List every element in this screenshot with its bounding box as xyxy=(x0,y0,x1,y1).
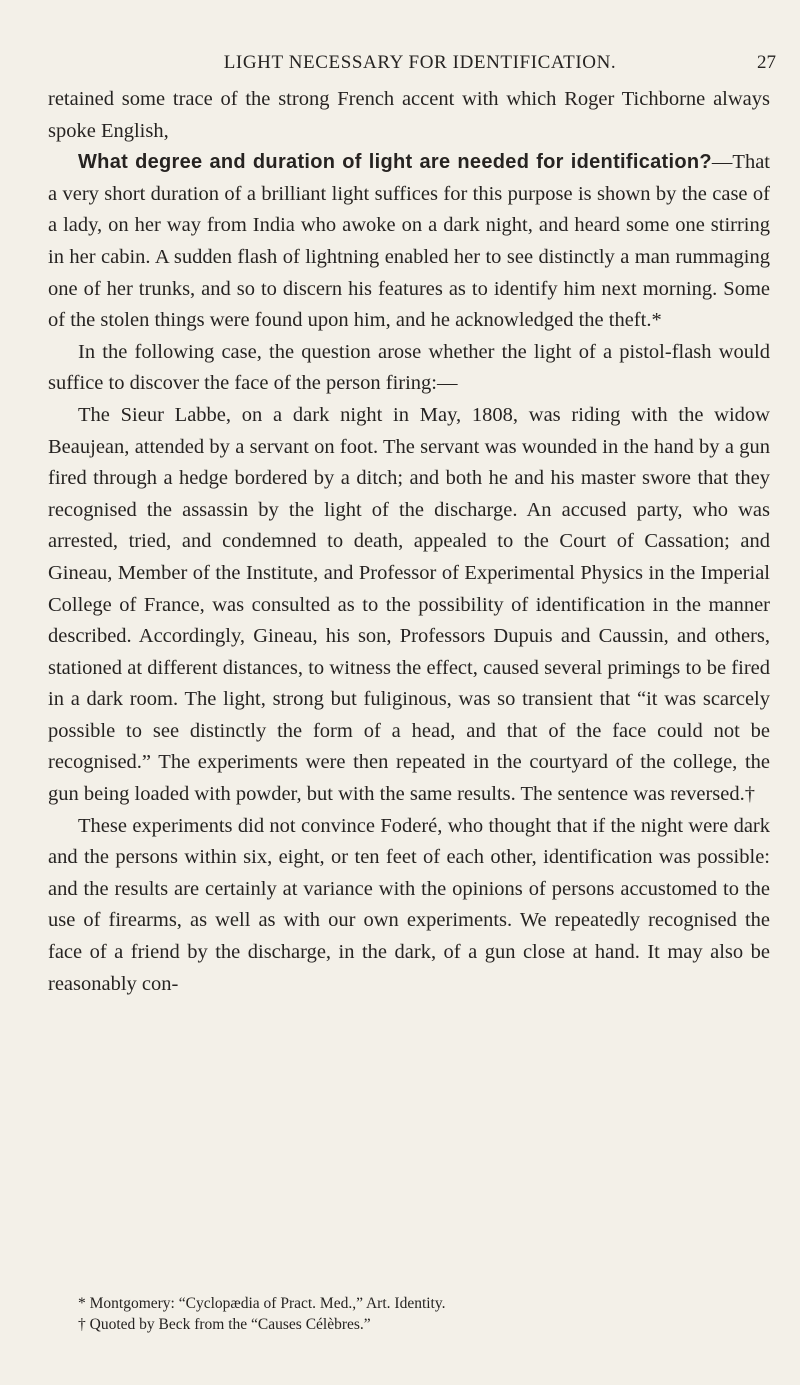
footnote: * Montgomery: “Cyclopædia of Pract. Med.,” Art. Identity. xyxy=(78,1295,446,1312)
paragraph-text: —That a very short duration of a brilliant light suffices for this purpose is shown by the case of a lady, on her way from India who awoke on a dark night, and heard some one stirring in her cabin. A sudden flash of lightning enabled her to see distinctly a man rummaging one of her trunks, and so to discern his features as to identify him next morning. Some of the stolen things were found upon him, and he acknowledged the theft.* xyxy=(48,151,770,332)
footnotes xyxy=(48,1293,770,1335)
paragraph xyxy=(48,400,770,811)
paragraph-continued xyxy=(48,84,770,147)
paragraph xyxy=(48,811,770,1001)
paragraph-text: In the following case, the question arose whether the light of a pistol-flash would suffice to discover the face of the person firing:— xyxy=(48,340,770,395)
paragraph-text: retained some trace of the strong French accent with which Roger Tichborne always spoke English, xyxy=(48,88,770,142)
section-heading: What degree and duration of light are needed for identification? xyxy=(78,151,712,174)
body-text xyxy=(48,84,770,1000)
running-head xyxy=(0,52,800,82)
paragraph-text: The Sieur Labbe, on a dark night in May, 1808, was riding with the widow Beaujean, attended by a servant on foot. The servant was wounded in the hand by a gun fired through a hedge bordered by a ditch; and both he and his master swore that they recognised the assassin by the light of the discharge. An accused party, who was arrested, tried, and condemned to death, appealed to the Court of Cassation; and Gineau, Member of the Institute, and Professor of Experimental Physics in the Imperial College of France, was consulted as to the possibility of identification in the manner described. Accordingly, Gineau, his son, Professors Dupuis and Caussin, and others, stationed at different distances, to witness the effect, caused several primings to be fired in a dark room. The light, strong but fuliginous, was so transient that “it was scarcely possible to see distinctly the form of a head, and that of the face could not be recognised.” The experiments were then repeated in the courtyard of the college, the gun being loaded with powder, but with the same results. The sentence was reversed.† xyxy=(48,403,770,806)
footnote: † Quoted by Beck from the “Causes Célèbres.” xyxy=(78,1316,371,1333)
page-number: 27 xyxy=(757,52,776,73)
paragraph-text: These experiments did not convince Foderé, who thought that if the night were dark and the persons within six, eight, or ten feet of each other, identification was possible: and the results are certainly at variance with the opinions of persons accustomed to the use of firearms, as well as with our own experiments. We repeatedly recognised the face of a friend by the discharge, in the dark, of a gun close at hand. It may also be reasonably con- xyxy=(48,814,770,995)
running-head-title: LIGHT NECESSARY FOR IDENTIFICATION. xyxy=(223,52,617,73)
paragraph xyxy=(48,337,770,400)
paragraph-with-heading xyxy=(48,147,770,337)
